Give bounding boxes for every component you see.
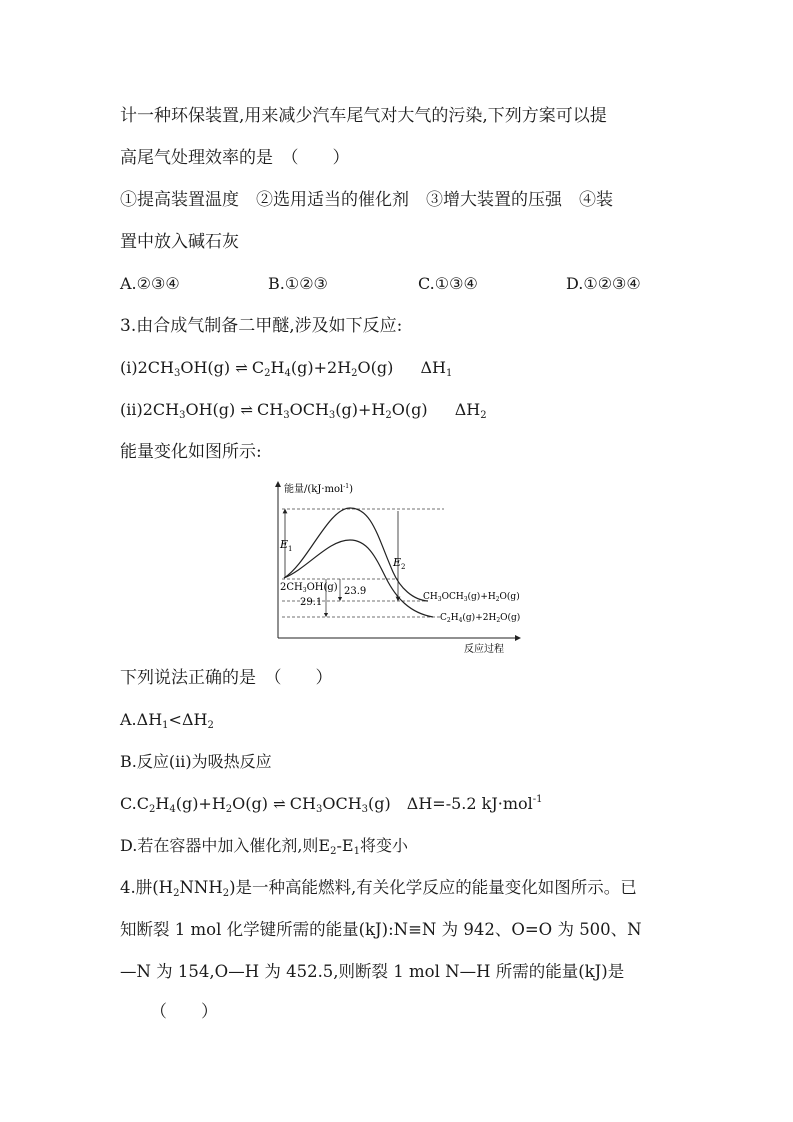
e2-label: E — [393, 556, 402, 569]
intro-option-b: B.①②③ — [268, 274, 328, 293]
q3-ask: 下列说法正确的是 （ ） — [120, 668, 333, 688]
product-1-label: $CH_3OCH_3(g)+H_2O(g)$ — [423, 592, 520, 603]
e1-label: E — [280, 538, 289, 551]
reversible-arrow-icon: ⇌ — [235, 359, 247, 377]
product-2-label: $C_2H_4(g)+2H_2O(g)$ — [440, 613, 521, 624]
value-29-1: 29.1 — [300, 597, 323, 608]
q4-line-4: （ ） — [150, 1002, 218, 1022]
intro-option-d: D.①②③④ — [566, 274, 641, 293]
reactant-label: $2CH_3OH(g)$ — [280, 582, 338, 594]
q3-option-b: B.反应(ⅱ)为吸热反应 — [120, 752, 272, 771]
intro-option-a: A.②③④ — [120, 274, 180, 293]
intro-line-3: ①提高装置温度 ②选用适当的催化剂 ③增大装置的压强 ④装 — [120, 190, 613, 210]
q4-line-1: 4.肼$(H_2NNH_2)$是一种高能燃料,有关化学反应的能量变化如图所示。已 — [120, 878, 637, 899]
q3-option-a: $A.\Delta H_1<\Delta H_2$ — [120, 710, 214, 731]
y-axis-label: 能量/(kJ·mol$^{-1}$) — [284, 483, 353, 495]
q3-reaction-1: $(ⅰ)2CH_3OH(g)$ ⇌ $C_2H_4(g)+2H_2O(g)$ $\Delta H_1$ — [120, 358, 453, 379]
intro-line-4: 置中放入碱石灰 — [120, 232, 239, 252]
svg-text:E1: $E_1$ — [280, 538, 293, 553]
reversible-arrow-icon: ⇌ — [273, 795, 285, 813]
q3-option-c: $C.C_2H_4(g)+H_2O(g)$ ⇌ $CH_3OCH_3(g)$ ΔH=-5.2 kJ·mol$^{-1}$ — [120, 794, 543, 815]
x-axis-label: 反应过程 — [464, 644, 504, 655]
q3-stem: 3.由合成气制备二甲醚,涉及如下反应: — [120, 316, 403, 336]
q4-line-2: 知断裂 1 mol 化学键所需的能量(kJ):N≡N 为 942、O=O 为 500、N — [120, 920, 642, 939]
svg-text:E2: $E_2$ — [393, 556, 406, 571]
intro-line-2: 高尾气处理效率的是 （ ） — [120, 148, 350, 168]
q4-line-3: —N 为 154,O—H 为 452.5,则断裂 1 mol N—H 所需的能量(kJ)是 — [120, 962, 625, 981]
intro-option-c: C.①③④ — [418, 274, 478, 293]
value-23-9: 23.9 — [344, 586, 367, 597]
q3-option-d: D.若在容器中加入催化剂,则$E_2-E_1$将变小 — [120, 836, 408, 857]
q3-energy-intro: 能量变化如图所示: — [120, 442, 262, 462]
reversible-arrow-icon: ⇌ — [240, 401, 252, 419]
energy-diagram — [268, 478, 528, 658]
intro-line-1: 计一种环保装置,用来减少汽车尾气对大气的污染,下列方案可以提 — [120, 106, 607, 126]
q3-reaction-2: $(ⅱ)2CH_3OH(g)$ ⇌ $CH_3OCH_3(g)+H_2O(g)$ $\Delta H_2$ — [120, 400, 487, 421]
